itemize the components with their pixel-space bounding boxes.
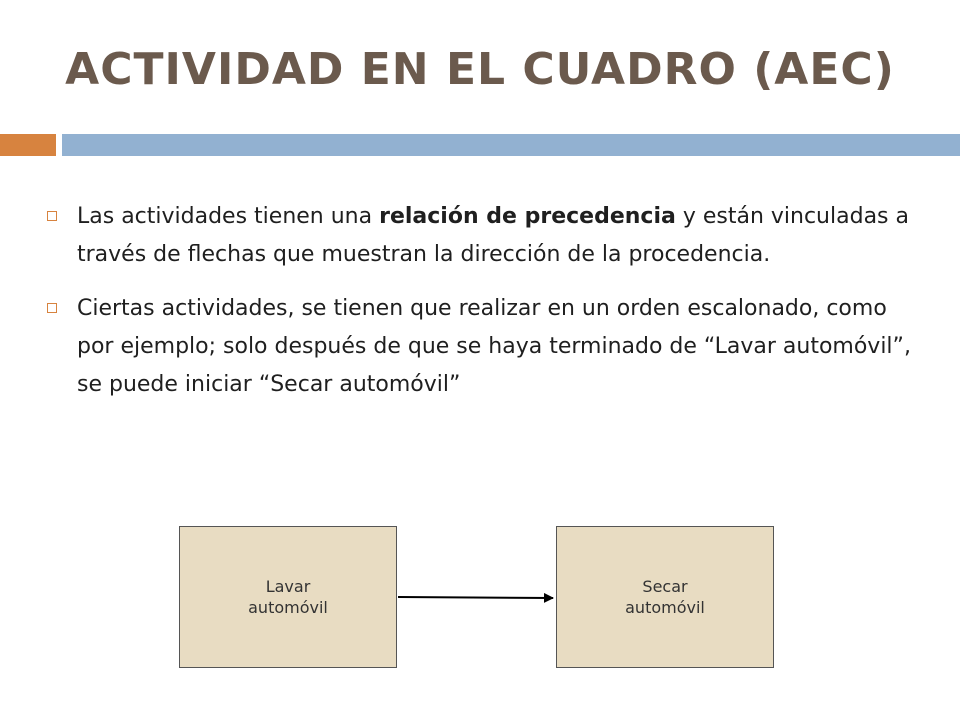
bullet-text-start: Las actividades tienen una — [77, 204, 380, 229]
bullet-text-bold: relación de precedencia — [379, 204, 676, 229]
bullet-text-end: y están vinculadas a través de flechas que muestran la dirección de la procedencia. — [77, 204, 909, 267]
activity-box-secar: Secar automóvil — [556, 526, 774, 668]
arrow-line — [398, 597, 553, 598]
bullet-text: Ciertas actividades, se tienen que realizar en un orden escalonado, como por ejemplo; solo después de que se haya terminado de “Lavar automóvil”, se puede iniciar “Secar automóvil” — [77, 296, 911, 397]
slide-title: ACTIVIDAD EN EL CUADRO (AEC) — [65, 44, 895, 95]
activity-box-lavar: Lavar automóvil — [179, 526, 397, 668]
